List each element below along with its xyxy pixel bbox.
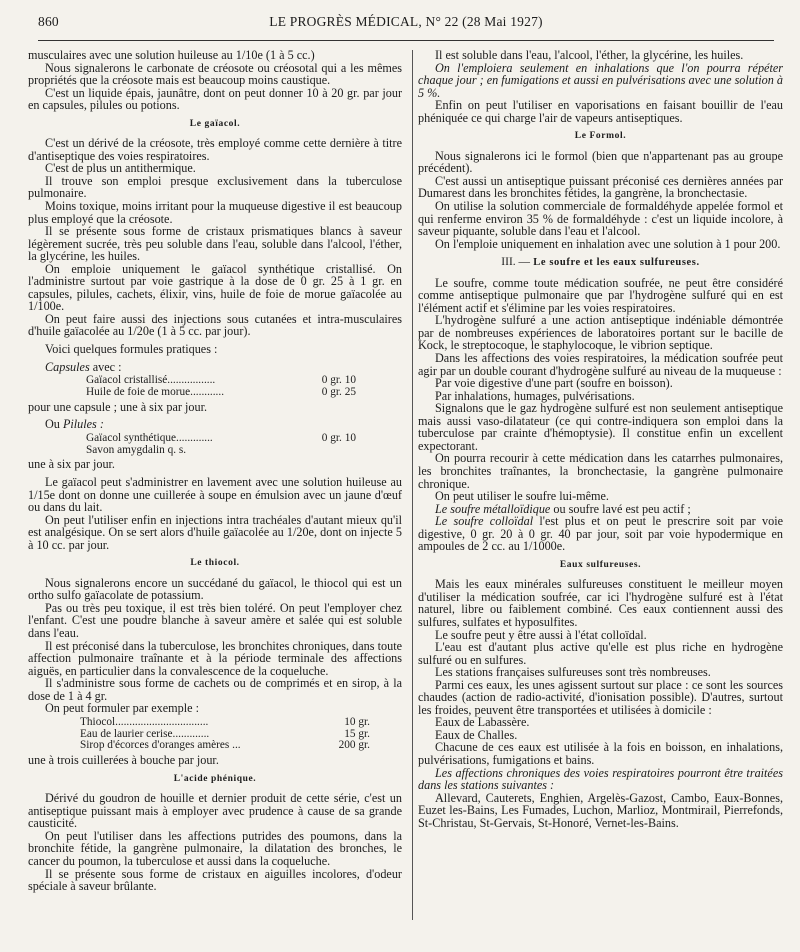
formula-row [28, 445, 402, 457]
paragraph: une à six par jour. [28, 457, 115, 472]
paragraph: Parmi ces eaux, les unes agissent surtout sur place : ce sont les sources chaudes (action de radio-activité, d'ionisation possible). D'autres, surtout les froides, peuvent être transportées et utilisées à domicile : [418, 677, 783, 717]
formula-row [28, 433, 402, 445]
formula-label [28, 361, 402, 374]
ingredient-name: Eau de laurier cerise............. [80, 727, 210, 740]
ingredient-name: Gaïacol synthétique............. [86, 431, 213, 444]
ingredient-name: Savon amygdalin q. s. [86, 443, 187, 456]
paragraph: On l'emploie uniquement en inhalation avec une solution à 1 pour 200. [435, 236, 781, 251]
left-column [28, 49, 402, 893]
paragraph: Le gaïacol peut s'administrer en lavement avec une solution huileuse au 1/15e dont on donne une cuillerée à soupe en émulsion avec un jaune d'œuf ou dans du lait. [28, 474, 402, 515]
pilules-label: Pilules : [62, 417, 104, 432]
paragraph: Enfin on peut l'utiliser en vaporisations en faisant bouillir de l'eau phéniquée ce qui charge l'air de vapeurs antiseptiques. [418, 98, 783, 125]
paragraph: une à trois cuillerées à bouche par jour. [28, 753, 219, 768]
paragraph: Par voie digestive d'une part (soufre en boisson). [435, 376, 673, 391]
paragraph: On utilise la solution commerciale de formaldéhyde appelée formol et qui renferme environ 35 % de formaldéhyde : c'est un liquide incolore, à saveur piquante, soluble dans l'eau et l'alcool. [418, 199, 783, 239]
capsules-label: Capsules [45, 359, 90, 374]
paragraph: Il s'administre sous forme de cachets ou de comprimés et en sirop, à la dose de 1 à 4 gr. [28, 676, 402, 703]
paragraph: Mais les eaux minérales sulfureuses constituent le meilleur moyen d'utiliser la médication soufrée, car ici l'hydrogène sulfuré est à l'état naturel, libre ou faiblement combiné. Ces eaux contiennent aussi des sulfures, sulfates et hyposulfites. [418, 577, 783, 629]
paragraph: L'eau est d'autant plus active qu'elle est plus riche en hydrogène sulfuré ou en sulfures. [418, 640, 783, 667]
paragraph: Le soufre, comme toute médication soufrée, ne peut être considéré comme antiseptique pulmonaire que par l'hydrogène sulfuré qui en est l'élément actif et s'élimine par les voies respiratoires. [418, 275, 783, 315]
capsules-formula [28, 375, 402, 399]
section-numeral: III. — [501, 256, 531, 269]
formula-row [28, 387, 402, 399]
paragraph: Nous signalerons le carbonate de créosote ou créosotal qui a les mêmes propriétés que la créosote mais est beaucoup moins caustique. [28, 60, 402, 88]
ingredient-qty: 10 gr. [344, 715, 370, 728]
paragraph: On pourra recourir à cette médication dans les catarrhes pulmonaires, les bronchites traînantes, la bronchectasie, la gangrène pulmonaire chronique. [418, 451, 783, 491]
paragraph: Voici quelques formules pratiques : [45, 342, 218, 357]
paragraph: Il trouve son emploi presque exclusivement dans la tuberculose pulmonaire. [28, 173, 402, 201]
ingredient-name: Gaïacol cristallisé................. [86, 374, 216, 387]
header-rule [38, 40, 774, 41]
paragraph: C'est de plus un antithermique. [45, 161, 196, 176]
paragraph: On peut l'utiliser dans les affections putrides des poumons, dans la bronchite fétide, la gangrène pulmonaire, la dilatation des bronches, le cancer du poumon, la tuberculose et aussi dans la coqueluche. [28, 828, 402, 869]
running-header [38, 14, 774, 34]
ingredient-qty: 200 gr. [338, 739, 370, 752]
paragraph: Pas ou très peu toxique, il est très bien toléré. On peut l'employer chez l'enfant. C'est une poudre blanche à saveur amère et salée qui est soluble dans l'eau. [28, 600, 402, 640]
paragraph: On peut l'utiliser enfin en injections intra trachéales d'autant mieux qu'il est analgésique. On se sert alors d'huile gaïacolée au 1/20e, dont on injecte 5 à 10 cc. par jour. [28, 512, 402, 552]
paragraph: Eaux de Labassère. [435, 715, 530, 730]
ingredient-name: Huile de foie de morue............ [86, 385, 225, 398]
formula-row [28, 740, 402, 752]
paragraph: Moins toxique, moins irritant pour la muqueuse digestive il est beaucoup plus employé que la créosote. [28, 199, 402, 226]
paragraph: Par inhalations, humages, pulvérisations. [435, 388, 635, 403]
paragraph: Dans les affections des voies respiratoires, la médication soufrée peut agir par un double courant d'hydrogène sulfuré au niveau de la muqueuse : [418, 351, 783, 378]
paragraph: Le soufre peut y être aussi à l'état colloïdal. [435, 627, 647, 642]
ingredient-qty: 0 gr. 10 [321, 431, 356, 444]
ingredient-name: Thiocol................................. [80, 715, 209, 728]
pilules-formula [28, 433, 402, 457]
section-heading-gaiacol: Le gaïacol. [189, 118, 241, 129]
section-title: Le soufre et les eaux sulfureuses. [533, 257, 700, 269]
ingredient-qty: 0 gr. 25 [321, 385, 356, 398]
text-run: ou soufre lavé est peu actif ; [553, 501, 691, 516]
paragraph: On emploie uniquement le gaïacol synthétique cristallisé. On l'administre surtout par voie gastrique à la dose de 0 gr. 25 à 1 gr. en capsules, pilules, cachets, élixir, vins, huile de foie de morue gaïacolée au 1/100e. [28, 261, 402, 314]
paragraph: C'est aussi un antiseptique puissant préconisé ces dernières années par Dumarest dans les bronchites fétides, la gangrène, la bronchectasie. [418, 173, 783, 201]
section-heading-formol: Le Formol. [574, 131, 627, 142]
paragraph: musculaires avec une solution huileuse au 1/10e (1 à 5 cc.) [28, 48, 315, 62]
pilules-ou: Ou [45, 417, 60, 432]
paragraph [418, 515, 783, 553]
ingredient-name: Sirop d'écorces d'oranges amères ... [80, 739, 241, 752]
paragraph: Dérivé du goudron de houille et dernier produit de cette série, c'est un antiseptique puissant mais à employer avec prudence à cause de sa grande causticité. [28, 791, 402, 831]
section-heading-soufre [418, 256, 783, 270]
formula-row [28, 717, 402, 729]
paragraph: On peut formuler par exemple : [45, 701, 199, 716]
paragraph: On peut faire aussi des injections sous cutanées et intra-musculaires d'huile gaïacolée au 1/20e (1 à 5 cc. par jour). [28, 311, 402, 339]
column-divider [412, 50, 413, 920]
paragraph: L'hydrogène sulfuré a une action antiseptique indéniable démontrée par de nombreuses expériences de laboratoires portant sur le bacille de Kock, le streptocoque, le staphylocoque, le vibrion septique. [418, 313, 783, 353]
paragraph: Nous signalerons encore un succédané du gaïacol, le thiocol qui est un ortho sulfo gaïacolate de potassium. [28, 575, 402, 603]
paragraph: Chacune de ces eaux est utilisée à la fois en boisson, en inhalations, pulvérisations, fumigations et bains. [418, 740, 783, 767]
paragraph: Nous signalerons ici le formol (bien que n'appartenant pas au groupe précédent). [418, 148, 783, 176]
journal-title: LE PROGRÈS MÉDICAL, N° 22 (28 Mai 1927) [269, 14, 543, 29]
paragraph: On l'emploiera seulement en inhalations que l'on pourra répéter chaque jour ; en fumigations et aussi en pulvérisations avec une solution à 5 %. [418, 60, 783, 100]
formula-label [28, 418, 402, 431]
ingredient-qty: 0 gr. 10 [321, 374, 356, 387]
page-number: 860 [38, 14, 59, 29]
paragraph: pour une capsule ; une à six par jour. [28, 399, 208, 414]
paragraph: C'est un liquide épais, jaunâtre, dont on peut donner 10 à 20 gr. par jour en capsules, pilules ou potions. [28, 85, 402, 113]
right-column [418, 49, 783, 829]
section-heading-thiocol: Le thiocol. [190, 558, 240, 569]
paragraph: Il se présente sous forme de cristaux prismatiques blancs à saveur légèrement sucrée, très peu soluble dans l'eau, soluble dans l'alcool, l'éther, la glycérine, les huiles. [28, 224, 402, 264]
section-heading-eaux-sulfureuses: Eaux sulfureuses. [559, 559, 642, 570]
paragraph: Il est préconisé dans la tuberculose, les bronchites chroniques, dans toute affection pulmonaire traînante et à la période terminale des affections aiguës, en particulier dans la convalescence de la coqueluche. [28, 638, 402, 678]
section-heading-acide-phenique: L'acide phénique. [173, 773, 257, 784]
thiocol-formula [28, 717, 402, 752]
paragraph: Les stations françaises sulfureuses sont très nombreuses. [435, 665, 711, 680]
capsules-avec: avec : [92, 359, 122, 374]
ingredient-qty: 15 gr. [344, 727, 370, 740]
paragraph: Signalons que le gaz hydrogène sulfuré est non seulement antiseptique mais aussi vaso-dilatateur (ce qui contre-indiquera son emploi dans la tuberculose par crainte d'hémoptysie). Il constitue enfin un excellent expectorant. [418, 401, 783, 453]
paragraph: Eaux de Challes. [435, 727, 518, 742]
paragraph: C'est un dérivé de la créosote, très employé comme cette dernière à titre d'antiseptique des voies respiratoires. [28, 136, 402, 163]
italic-term: Le soufre colloïdal [435, 514, 534, 529]
text-run: l'est plus et on peut le prescrire soit par voie digestive, 0 gr. 20 à 0 gr. 40 par jour, soit par voie hypodermique en ampoules de 2 cc. au 1/1000e. [418, 514, 784, 554]
paragraph: Il se présente sous forme de cristaux en aiguilles incolores, d'odeur spéciale à saveur brûlante. [28, 866, 402, 894]
italic-term: Le soufre métalloïdique [435, 501, 551, 516]
paragraph: On peut utiliser le soufre lui-même. [435, 489, 609, 504]
paragraph: Les affections chroniques des voies respiratoires pourront être traitées dans les stations suivantes : [418, 765, 783, 793]
paragraph: Il est soluble dans l'eau, l'alcool, l'éther, la glycérine, les huiles. [435, 48, 744, 62]
paragraph: Allevard, Cauterets, Enghien, Argelès-Gazost, Cambo, Eaux-Bonnes, Euzet les-Bains, Les Fumades, Luchon, Marlioz, Montmirail, Pierrefonds, St-Christau, St-Gervais, St-Honoré, Vernet-les-Bains. [418, 790, 783, 830]
